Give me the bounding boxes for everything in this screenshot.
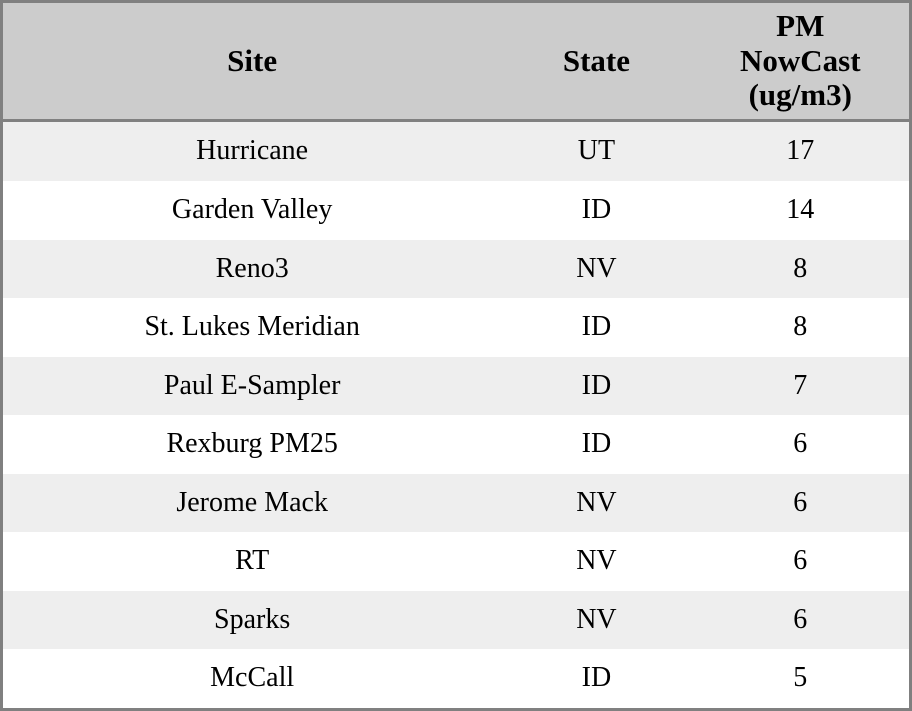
cell-state: NV bbox=[501, 532, 691, 591]
cell-state: ID bbox=[501, 649, 691, 708]
cell-site: Hurricane bbox=[3, 121, 501, 182]
cell-value: 8 bbox=[692, 298, 909, 357]
column-header-pm-nowcast-line3: (ug/m3) bbox=[748, 77, 852, 113]
cell-state: NV bbox=[501, 240, 691, 299]
table-header bbox=[3, 3, 909, 121]
column-header-pm-nowcast bbox=[692, 3, 909, 121]
cell-value: 6 bbox=[692, 532, 909, 591]
table-row bbox=[3, 591, 909, 650]
cell-site: RT bbox=[3, 532, 501, 591]
column-header-site: Site bbox=[3, 3, 501, 121]
table-row bbox=[3, 357, 909, 416]
table-header-row bbox=[3, 3, 909, 121]
cell-value: 6 bbox=[692, 474, 909, 533]
cell-state: ID bbox=[501, 298, 691, 357]
cell-state: ID bbox=[501, 357, 691, 416]
column-header-pm-nowcast-line2: NowCast bbox=[739, 42, 861, 78]
table-body bbox=[3, 121, 909, 708]
cell-state: UT bbox=[501, 121, 691, 182]
table-row bbox=[3, 532, 909, 591]
table-row bbox=[3, 474, 909, 533]
cell-site: Reno3 bbox=[3, 240, 501, 299]
column-header-state: State bbox=[501, 3, 691, 121]
cell-state: ID bbox=[501, 181, 691, 240]
cell-state: NV bbox=[501, 474, 691, 533]
cell-value: 17 bbox=[692, 121, 909, 182]
pm-nowcast-table bbox=[3, 3, 909, 708]
cell-site: Garden Valley bbox=[3, 181, 501, 240]
table-row bbox=[3, 649, 909, 708]
cell-site: Paul E-Sampler bbox=[3, 357, 501, 416]
table-row bbox=[3, 181, 909, 240]
cell-value: 14 bbox=[692, 181, 909, 240]
table-row bbox=[3, 121, 909, 182]
cell-value: 5 bbox=[692, 649, 909, 708]
cell-site: Jerome Mack bbox=[3, 474, 501, 533]
cell-value: 7 bbox=[692, 357, 909, 416]
cell-value: 8 bbox=[692, 240, 909, 299]
cell-state: ID bbox=[501, 415, 691, 474]
table-row bbox=[3, 415, 909, 474]
column-header-pm-nowcast-line1: PM bbox=[776, 8, 825, 43]
table-row bbox=[3, 240, 909, 299]
cell-site: Rexburg PM25 bbox=[3, 415, 501, 474]
cell-site: St. Lukes Meridian bbox=[3, 298, 501, 357]
cell-site: Sparks bbox=[3, 591, 501, 650]
cell-site: McCall bbox=[3, 649, 501, 708]
cell-state: NV bbox=[501, 591, 691, 650]
table-row bbox=[3, 298, 909, 357]
cell-value: 6 bbox=[692, 415, 909, 474]
cell-value: 6 bbox=[692, 591, 909, 650]
